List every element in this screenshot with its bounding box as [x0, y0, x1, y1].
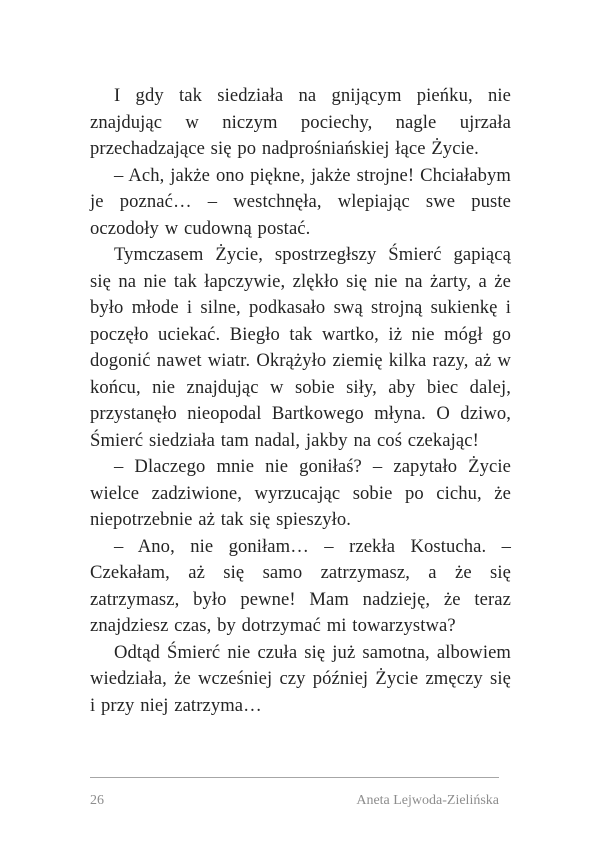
paragraph: Odtąd Śmierć nie czuła się już samotna, albowiem wiedziała, że wcześniej czy później Życie zmęczy się i przy niej zatrzyma… — [90, 641, 511, 716]
page-footer — [90, 777, 499, 809]
paragraph: – Ano, nie goniłam… – rzekła Kostucha. – Czekałam, aż się samo zatrzymasz, a że się zatrzymasz, było pewne! Mam nadzieję, że teraz znajdziesz czas, by dotrzymać mi towarzystwa? — [90, 535, 511, 636]
paragraph: – Dlaczego mnie nie goniłaś? – zapytało Życie wielce zadziwione, wyrzucając sobie po cichu, że niepotrzebnie aż tak się spieszyło. — [90, 456, 511, 530]
page-number: 26 — [90, 793, 104, 808]
paragraph: Tymczasem Życie, spostrzegłszy Śmierć gapiącą się na nie tak łapczywie, zlękło się nie na żarty, a że było młode i silne, podkasało swą strojną sukienkę i poczęło uciekać. Biegło tak wartko, iż nie mógł go dogonić nawet wiatr. Okrążyło ziemię kilka razy, aż w końcu, nie znajdując w sobie siły, aby biec dalej, przystanęło nieopodal Bartkowego młyna. O dziwo, Śmierć siedziała tam nadal, jakby na coś czekając! — [90, 244, 511, 451]
paragraph: I gdy tak siedziała na gnijącym pieńku, nie znajdując w niczym pociechy, nagle ujrzała przechadzające się po nadprośniańskiej łące Życie. — [90, 85, 511, 159]
footer-row — [90, 778, 499, 809]
paragraph: – Ach, jakże ono piękne, jakże strojne! Chciałabym je poznać… – westchnęła, wlepiając swe puste oczodoły w cudowną postać. — [90, 164, 511, 239]
running-footer-author: Aneta Lejwoda-Zielińska — [356, 793, 499, 808]
body-text — [90, 83, 511, 719]
